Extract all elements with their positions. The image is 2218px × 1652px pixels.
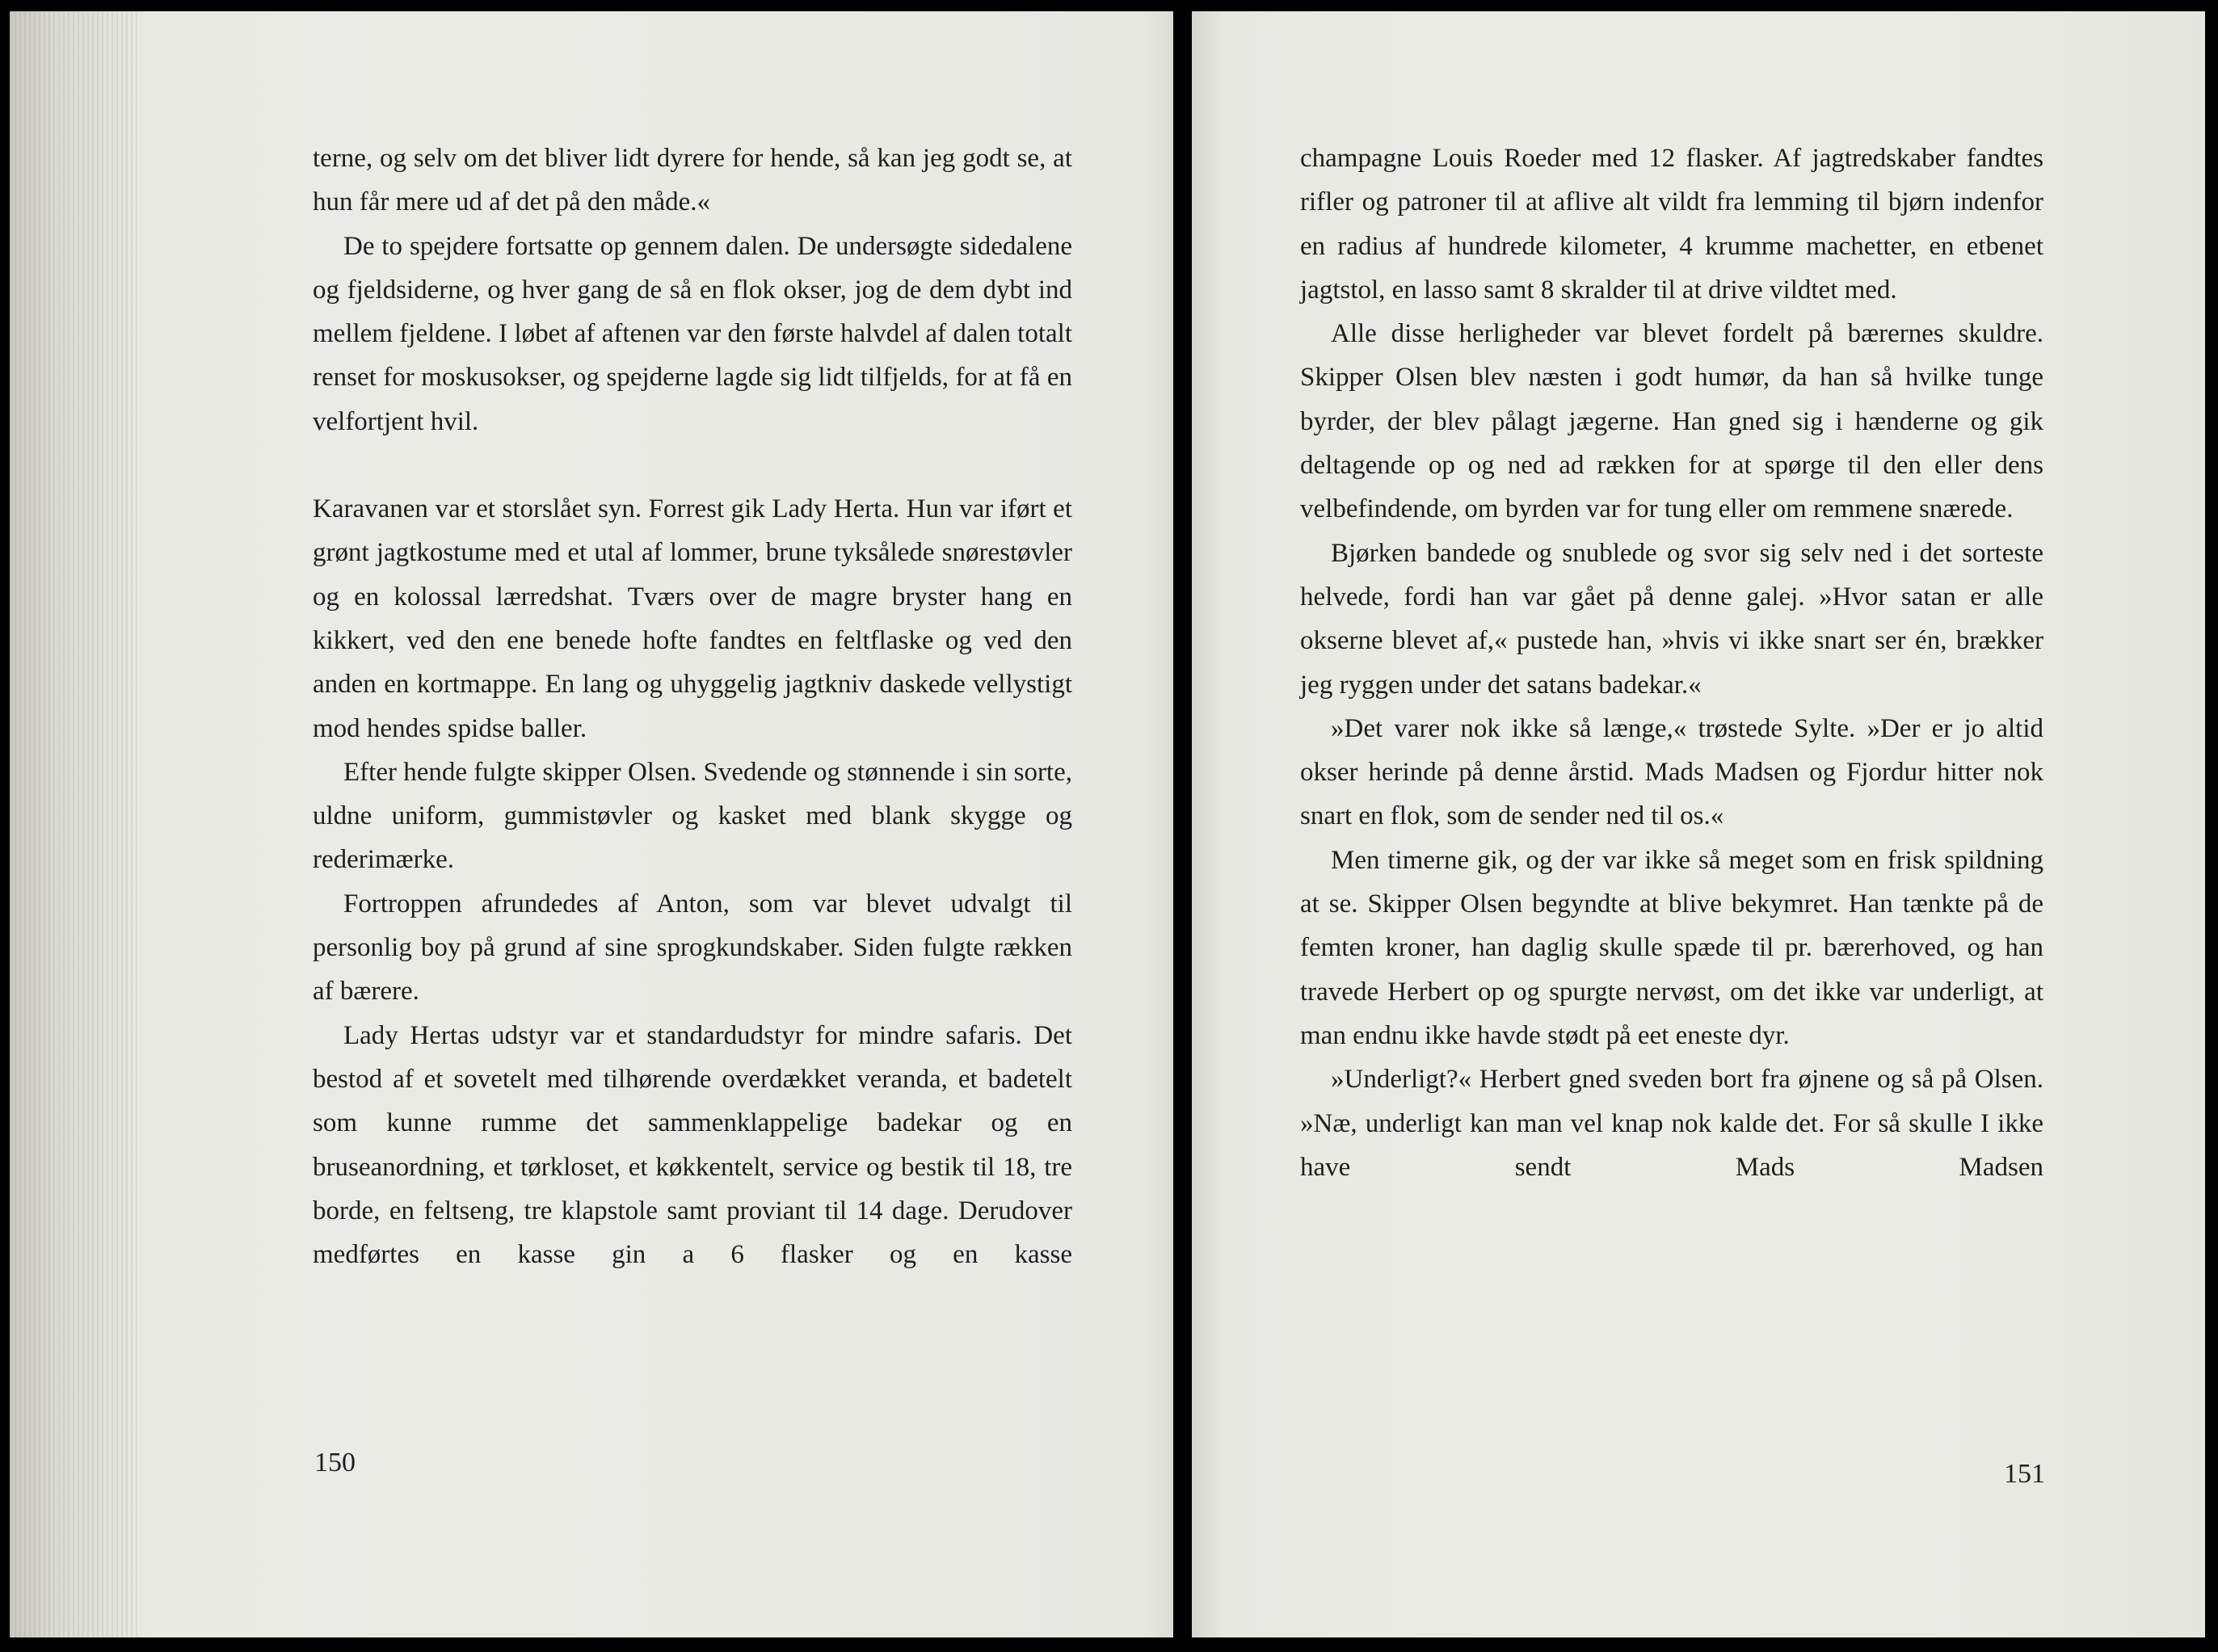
left-page xyxy=(10,11,1173,1637)
paragraph: Bjørken bandede og snublede og svor sig selv ned i det sorteste helvede, fordi han var gået på denne galej. »Hvor satan er alle okserne blevet af,« pustede han, »hvis vi ikke snart ser én, brækker jeg ryggen under det satans badekar.« xyxy=(1300,538,2043,700)
paragraph: Efter hende fulgte skipper Olsen. Svedende og stønnende i sin sorte, uldne uniform, gummistøvler og kasket med blank skygge og rederimærke. xyxy=(313,757,1072,875)
paragraph: »Det varer nok ikke så længe,« trøstede Sylte. »Der er jo altid okser herinde på denne årstid. Mads Madsen og Fjordur hitter nok snart en flok, som de sender ned til os.« xyxy=(1300,713,2043,831)
right-page-text xyxy=(1300,137,2043,1189)
paragraph: Alle disse herligheder var blevet fordelt på bærernes skuldre. Skipper Olsen blev næsten i godt humør, da han så hvilke tunge byrder, der blev pålagt jægerne. Han gned sig i hænderne og gik deltagende op og ned ad rækken for at spørge til den eller dens velbefindende, om byrden var for tung eller om remmene snærede. xyxy=(1300,319,2043,524)
paragraph: Lady Hertas udstyr var et standardudstyr for mindre safaris. Det bestod af et sovetelt med tilhørende overdækket veranda, et badetelt som kunne rumme det sammenklappelige badekar og en bruseanordning, et tørkloset, et køkkentelt, service og bestik til 18, tre borde, en feltseng, tre klapstole samt proviant til 14 dage. Derudover medførtes en kasse gin a 6 flasker og en kasse xyxy=(313,1020,1072,1270)
page-number: 150 xyxy=(314,1448,356,1478)
paragraph: champagne Louis Roeder med 12 flasker. Af jagtredskaber fandtes rifler og patroner til at aflive alt vildt fra lemming til bjørn indenfor en radius af hundrede kilometer, 4 krumme machetter, en etbenet jagtstol, en lasso samt 8 skralder til at drive vildtet med. xyxy=(1300,144,2043,305)
page-edges-shading xyxy=(10,11,139,1637)
page-number: 151 xyxy=(2004,1459,2045,1489)
paragraph: Fortroppen afrundedes af Anton, som var blevet udvalgt til personlig boy på grund af sine sprogkundskaber. Siden fulgte rækken af bærere. xyxy=(313,889,1072,1007)
right-page xyxy=(1192,11,2205,1637)
paragraph: »Underligt?« Herbert gned sveden bort fra øjnene og så på Olsen. »Næ, underligt kan man vel knap nok kalde det. For så skulle I ikke have sendt Mads Madsen xyxy=(1300,1065,2043,1182)
paragraph: Karavanen var et storslået syn. Forrest gik Lady Herta. Hun var iført et grønt jagtkostume med et utal af lommer, brune tyksålede snørestøvler og en kolossal lærredshat. Tværs over de magre bryster hang en kikkert, ved den ene benede hofte fandtes en feltflaske og ved den anden en kortmappe. En lang og uhyggelig jagtkniv daskede vellystigt mod hendes spidse baller. xyxy=(313,494,1072,743)
paragraph: Men timerne gik, og der var ikke så meget som en frisk spildning at se. Skipper Olsen begyndte at blive bekymret. Han tænkte på de femten kroner, han daglig skulle spæde til pr. bærerhoved, og han travede Herbert op og spurgte nervøst, om det ikke var underligt, at man endnu ikke havde stødt på eet eneste dyr. xyxy=(1300,845,2043,1050)
left-page-text xyxy=(313,137,1072,1276)
paragraph: De to spejdere fortsatte op gennem dalen. De undersøgte sidedalene og fjeldsiderne, og hver gang de så en flok okser, jog de dem dybt ind mellem fjeldene. I løbet af aftenen var den første halvdel af dalen totalt renset for moskusokser, og spejderne lagde sig lidt tilfjelds, for at få en velfortjent hvil. xyxy=(313,231,1072,436)
paragraph: terne, og selv om det bliver lidt dyrere for hende, så kan jeg godt se, at hun får mere ud af det på den måde.« xyxy=(313,144,1072,217)
